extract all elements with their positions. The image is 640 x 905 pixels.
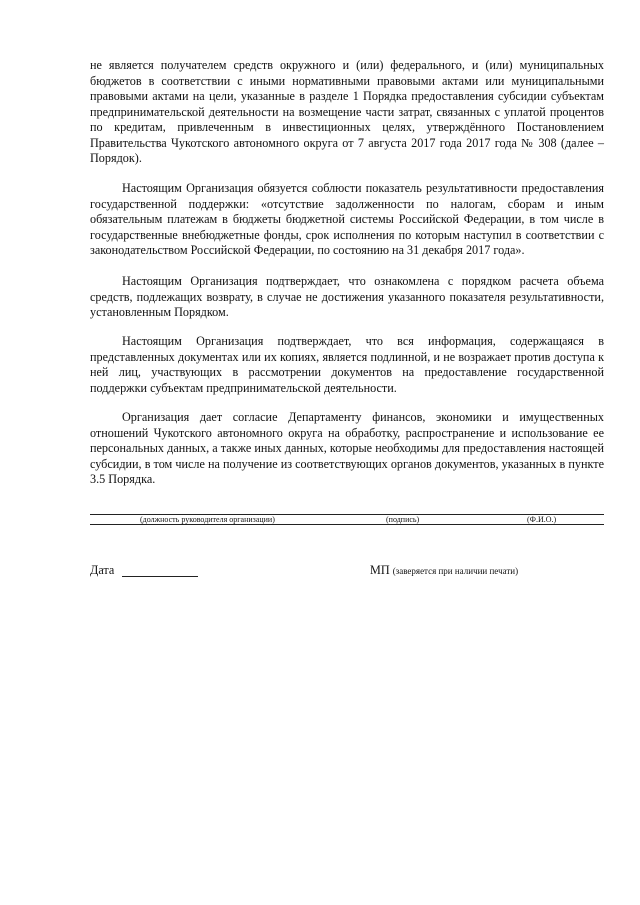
paragraph-consent: Организация дает согласие Департаменту финансов, экономики и имущественных отношений Чукотского автономного округа на обработку, распространение и использование ее персональных данных, а также иных данных, которые необходимы для предоставления настоящей субсидии, в том числе на получение из соответствующих органов документов, указанных в пункте 3.5 Порядка.	[90, 410, 604, 486]
seal-note: (заверяется при наличии печати)	[392, 566, 519, 576]
signature-position-label: (должность руководителя организации)	[140, 515, 275, 524]
paragraph-not-recipient: не является получателем средств окружного и (или) федерального, и (или) муниципальных бюджетов в соответствии с иными нормативными правовыми актами или муниципальными правовыми актами на цели, указанные в разделе 1 Порядка предоставления субсидии субъектам предпринимательской деятельности на возмещение части затрат, связанных с уплатой процентов по кредитам, привлеченным в инвестиционных целях, утверждённого Постановлением Правительства Чукотского автономного округа от 7 августа 2017 года 2017 года № 308 (далее – Порядок).	[90, 58, 604, 165]
paragraph-obligation: Настоящим Организация обязуется соблюсти показатель результативности предоставления государственной поддержки: «отсутствие задолженности по налогам, сборам и иным обязательным платежам в бюджеты бюджетной системы Российской Федерации, в том числе в государственные внебюджетные фонды, срок исполнения по которым наступил в соответствии с законодательством Российской Федерации, по состоянию на 31 декабря 2017 года».	[90, 181, 604, 257]
paragraph-authenticity: Настоящим Организация подтверждает, что вся информация, содержащаяся в представленных документах или их копиях, является подлинной, и не возражает против доступа к ней лиц, участвующих в рассмотрении документов на предоставление государственной поддержки субъектам предпринимательской деятельности.	[90, 334, 604, 395]
signature-fio-label: (Ф.И.О.)	[527, 515, 557, 524]
date-blank-field	[122, 563, 198, 577]
date-label: Дата	[90, 563, 115, 577]
signature-underline	[90, 524, 604, 525]
paragraph-acknowledgement: Настоящим Организация подтверждает, что ознакомлена с порядком расчета объема средств, подлежащих возврату, в случае не достижения указанного показателя результативности, установленным Порядком.	[90, 274, 604, 319]
seal-label: МП	[370, 563, 390, 577]
seal-block	[370, 563, 518, 579]
signature-sign-label: (подпись)	[386, 515, 420, 524]
